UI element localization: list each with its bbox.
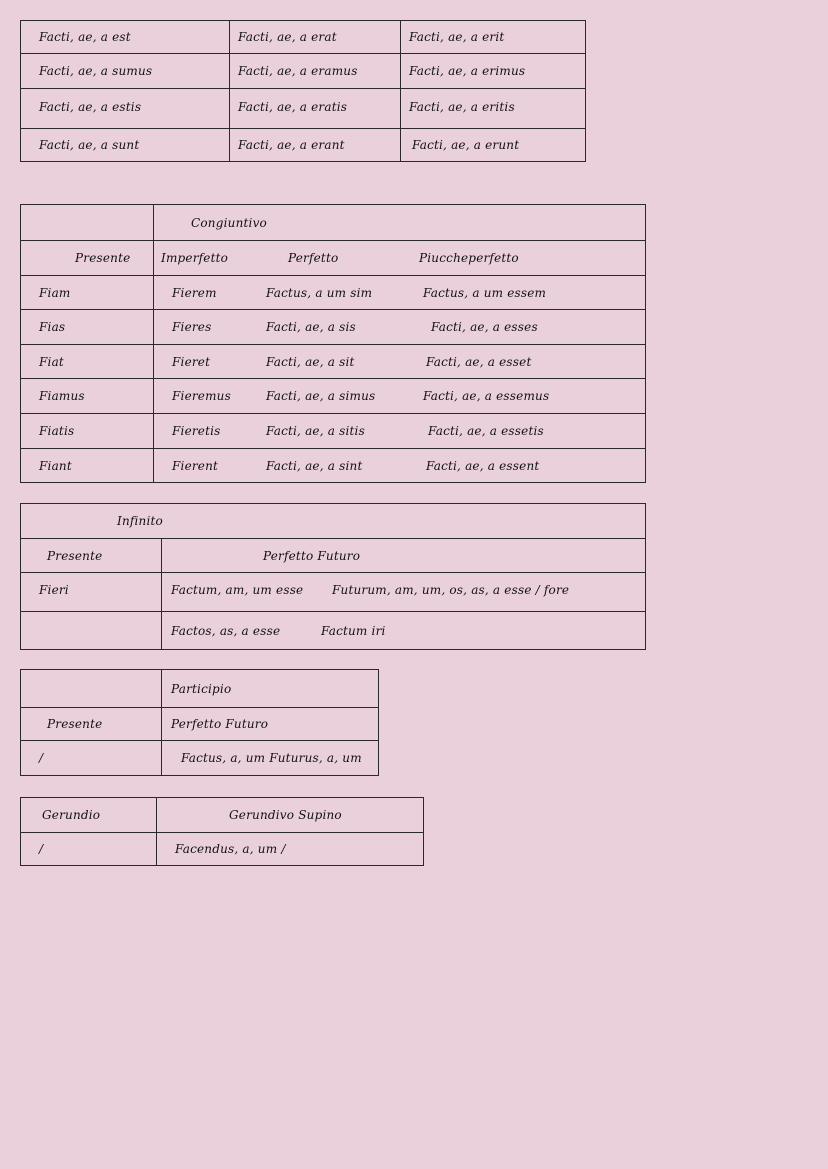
table-row xyxy=(20,344,646,379)
cell-text: Fierem xyxy=(172,285,217,300)
table-cell xyxy=(400,20,586,54)
table-cell xyxy=(20,797,157,833)
table-cell xyxy=(229,128,401,162)
cell-text: Fieri xyxy=(39,583,69,598)
table-cell xyxy=(20,204,154,241)
cell-text: Fiam xyxy=(39,285,71,300)
participio-table xyxy=(20,669,379,776)
table-row xyxy=(20,611,646,650)
cell-text: Facti, ae, a estis xyxy=(39,99,142,114)
table-title-row xyxy=(20,503,646,539)
table-cell xyxy=(20,572,162,612)
table-cell xyxy=(161,538,646,573)
column-header: Perfetto Futuro xyxy=(263,548,361,563)
cell-text: / xyxy=(39,842,44,856)
cell-text: Facti, ae, a essent xyxy=(426,458,540,473)
table-cell xyxy=(161,707,379,741)
table-cell xyxy=(20,20,230,54)
table-cell xyxy=(153,413,646,449)
cell-text: Facendus, a, um / xyxy=(175,842,286,856)
table-cell xyxy=(20,88,230,129)
table-cell xyxy=(153,275,646,310)
cell-text: Factus, a um sim xyxy=(266,285,373,300)
cell-text: Facti, ae, a essetis xyxy=(428,424,544,438)
cell-text: Facti, ae, a esset xyxy=(426,354,532,369)
table-cell xyxy=(400,88,586,129)
table-title: Congiuntivo xyxy=(191,215,267,230)
cell-text: Facti, ae, a erimus xyxy=(409,64,526,78)
table-row xyxy=(20,740,379,776)
column-header: Perfetto Futuro xyxy=(171,717,269,731)
table-row xyxy=(20,20,586,54)
table-cell xyxy=(153,378,646,414)
table-row xyxy=(20,832,424,866)
cell-text: Facti, ae, a eramus xyxy=(238,64,358,78)
table-cell xyxy=(20,740,162,776)
perfect-forms-table xyxy=(20,20,586,162)
column-header: Piuccheperfetto xyxy=(419,251,519,265)
column-header: Perfetto xyxy=(288,251,339,265)
cell-text: Facti, ae, a simus xyxy=(266,389,376,403)
column-header: Presente xyxy=(47,548,103,563)
table-header-row xyxy=(20,707,379,741)
cell-text: Facti, ae, a sumus xyxy=(39,64,153,78)
cell-text: Facti, ae, a sis xyxy=(266,320,356,334)
table-row xyxy=(20,128,586,162)
cell-text: Facti, ae, a erant xyxy=(238,138,345,152)
cell-text: Facti, ae, a est xyxy=(39,30,131,44)
cell-text: Fiat xyxy=(39,354,64,369)
cell-text: Factus, a, um Futurus, a, um xyxy=(181,751,362,765)
table-cell xyxy=(161,669,379,708)
table-cell xyxy=(229,88,401,129)
cell-text: Fierent xyxy=(172,458,219,473)
table-cell xyxy=(400,128,586,162)
table-cell xyxy=(229,53,401,89)
table-row xyxy=(20,309,646,345)
cell-text: Facti, ae, a sint xyxy=(266,458,363,473)
gerundio-table xyxy=(20,797,424,866)
cell-text: Facti, ae, a essemus xyxy=(423,389,550,403)
table-cell xyxy=(20,128,230,162)
cell-text: Fiamus xyxy=(39,389,85,403)
table-row xyxy=(20,572,646,612)
cell-text: Facti, ae, a sitis xyxy=(266,424,365,438)
cell-text: Fiatis xyxy=(39,424,75,438)
table-cell xyxy=(20,240,154,276)
table-cell xyxy=(161,740,379,776)
column-header: Presente xyxy=(75,251,131,265)
cell-text: Facti, ae, a eratis xyxy=(238,99,348,114)
table-header-row xyxy=(20,240,646,276)
table-cell xyxy=(229,20,401,54)
cell-text: Facti, ae, a erit xyxy=(409,30,505,44)
cell-text: Factus, a um essem xyxy=(423,285,547,300)
cell-text: Fieremus xyxy=(172,389,231,403)
cell-text: Fiant xyxy=(39,458,72,473)
table-row xyxy=(20,378,646,414)
infinito-table xyxy=(20,503,646,650)
table-cell xyxy=(161,572,646,612)
table-cell xyxy=(153,240,646,276)
column-header: Gerundivo Supino xyxy=(229,808,342,822)
table-cell xyxy=(20,538,162,573)
table-row xyxy=(20,88,586,129)
cell-text: Factum, am, um esse xyxy=(171,583,304,598)
cell-text: Facti, ae, a eritis xyxy=(409,99,515,114)
table-cell xyxy=(20,503,646,539)
table-row xyxy=(20,53,586,89)
table-cell xyxy=(20,611,162,650)
table-header-row xyxy=(20,797,424,833)
cell-text: Futurum, am, um, os, as, a esse / fore xyxy=(332,583,570,598)
table-header-row xyxy=(20,538,646,573)
congiuntivo-table xyxy=(20,204,646,483)
table-title: Participio xyxy=(171,681,232,696)
cell-text: Fieretis xyxy=(172,424,221,438)
table-title-row xyxy=(20,669,379,708)
table-cell xyxy=(153,344,646,379)
table-cell xyxy=(20,832,157,866)
table-title-row xyxy=(20,204,646,241)
column-header: Presente xyxy=(47,717,103,731)
column-header: Gerundio xyxy=(42,808,101,822)
cell-text: Facti, ae, a esses xyxy=(431,320,538,334)
cell-text: Fieres xyxy=(172,320,212,334)
table-cell xyxy=(20,344,154,379)
table-cell xyxy=(153,448,646,483)
cell-text: / xyxy=(39,751,44,765)
table-cell xyxy=(400,53,586,89)
column-header: Imperfetto xyxy=(161,251,229,265)
cell-text: Fias xyxy=(39,320,66,334)
table-cell xyxy=(20,309,154,345)
table-cell xyxy=(20,448,154,483)
cell-text: Facti, ae, a erat xyxy=(238,30,337,44)
table-row xyxy=(20,275,646,310)
cell-text: Fieret xyxy=(172,354,211,369)
table-title: Infinito xyxy=(117,514,163,528)
table-cell xyxy=(161,611,646,650)
cell-text: Facti, ae, a sit xyxy=(266,354,355,369)
table-row xyxy=(20,448,646,483)
table-cell xyxy=(20,53,230,89)
table-cell xyxy=(20,275,154,310)
cell-text: Factum iri xyxy=(321,623,386,638)
cell-text: Facti, ae, a sunt xyxy=(39,138,140,152)
table-row xyxy=(20,413,646,449)
cell-text: Factos, as, a esse xyxy=(171,623,281,638)
table-cell xyxy=(156,832,424,866)
table-cell xyxy=(20,669,162,708)
table-cell xyxy=(20,707,162,741)
table-cell xyxy=(20,378,154,414)
table-cell xyxy=(153,204,646,241)
cell-text: Facti, ae, a erunt xyxy=(412,138,520,152)
table-cell xyxy=(153,309,646,345)
table-cell xyxy=(20,413,154,449)
table-cell xyxy=(156,797,424,833)
